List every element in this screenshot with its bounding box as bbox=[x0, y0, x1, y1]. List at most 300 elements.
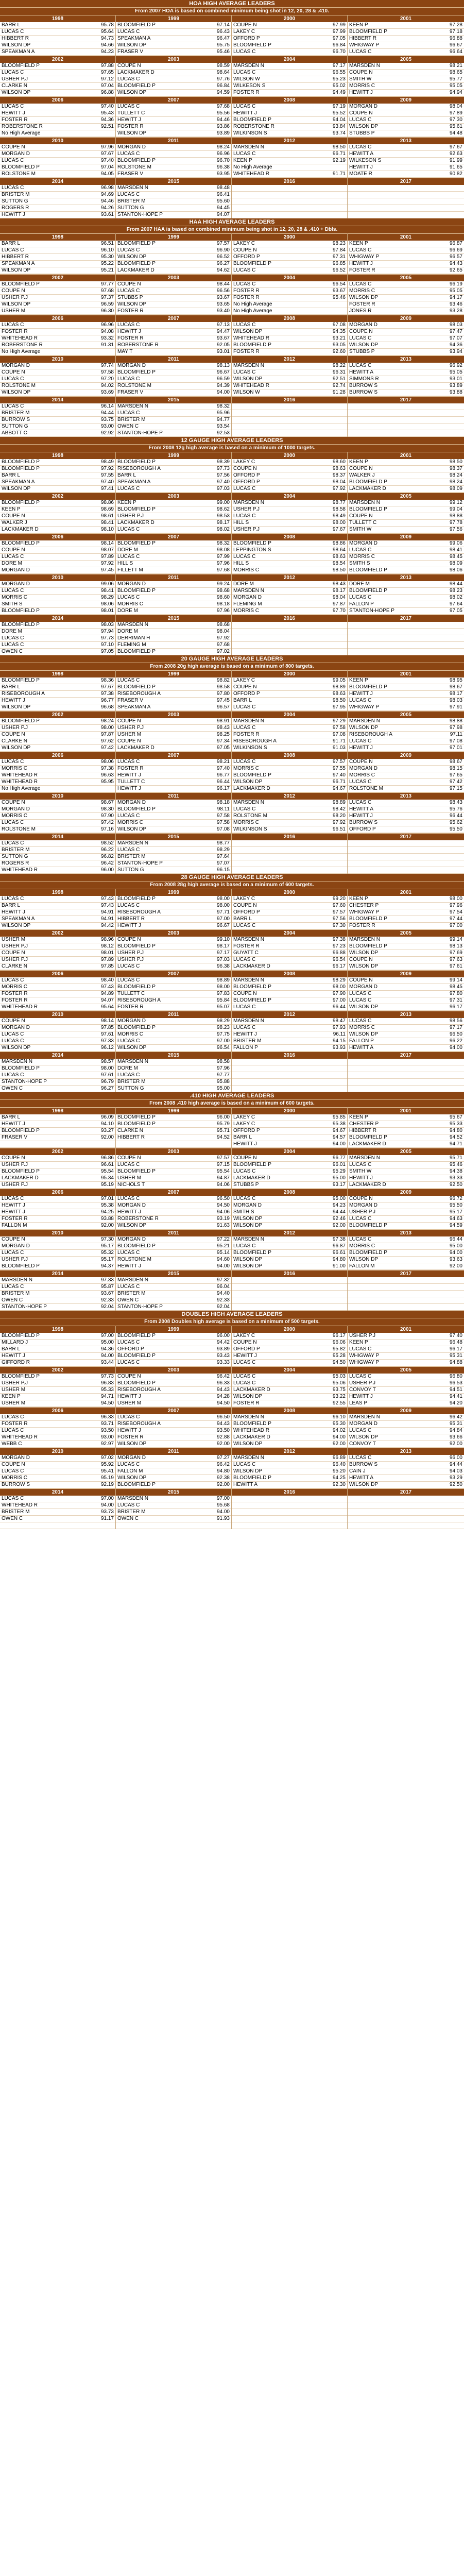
year-header: 2003 bbox=[116, 1366, 231, 1374]
average-value: 99.05 bbox=[332, 677, 346, 683]
leader-entry bbox=[348, 1223, 464, 1229]
average-value: 95.33 bbox=[100, 1387, 114, 1393]
leader-entry bbox=[0, 963, 115, 970]
leader-entry bbox=[348, 984, 464, 991]
shooter-name: BARR L bbox=[2, 903, 21, 908]
leader-entry bbox=[232, 90, 347, 96]
year-header: 2012 bbox=[232, 792, 347, 800]
average-value: 97.04 bbox=[100, 83, 114, 89]
year-block bbox=[116, 615, 232, 655]
shooter-name: ROLSTONE M bbox=[2, 171, 36, 177]
year-header: 2008 bbox=[232, 1189, 347, 1196]
shooter-name: LUCAS C bbox=[2, 104, 24, 109]
leader-entry bbox=[348, 1086, 464, 1092]
average-value: 97.37 bbox=[100, 295, 114, 300]
year-header: 2012 bbox=[232, 137, 347, 144]
average-value: 94.52 bbox=[449, 1134, 462, 1140]
leader-entry bbox=[348, 1522, 464, 1529]
leader-entry bbox=[0, 1128, 115, 1134]
shooter-name: WILSON DP bbox=[349, 295, 379, 300]
year-row bbox=[0, 1366, 464, 1407]
leader-entry bbox=[0, 76, 115, 83]
year-header: 1998 bbox=[0, 1326, 115, 1333]
leader-entry bbox=[0, 1509, 115, 1516]
shooter-name: MORRIS C bbox=[2, 595, 27, 600]
shooter-name: BLOOMFIELD P bbox=[117, 649, 156, 654]
leader-entry bbox=[348, 1025, 464, 1031]
year-block bbox=[0, 56, 116, 96]
year-header: 2014 bbox=[0, 1270, 115, 1277]
leader-entry bbox=[232, 684, 347, 691]
average-value: 95.38 bbox=[332, 1121, 346, 1127]
leader-entry bbox=[232, 916, 347, 923]
leader-entry bbox=[0, 1297, 115, 1304]
shooter-name: COUPE N bbox=[2, 732, 25, 737]
leader-entry bbox=[232, 725, 347, 732]
average-value: 97.38 bbox=[332, 937, 346, 942]
leader-entry bbox=[348, 588, 464, 595]
average-value bbox=[436, 1509, 464, 1515]
average-value: 94.63 bbox=[449, 1216, 462, 1222]
shooter-name: ROLSTONE M bbox=[117, 383, 151, 388]
leader-entry bbox=[232, 1175, 347, 1182]
leader-entry bbox=[232, 363, 347, 369]
average-value: 97.08 bbox=[216, 826, 230, 832]
shooter-name: WILSON DP bbox=[349, 963, 379, 969]
shooter-name: FOSTER R bbox=[233, 90, 260, 95]
average-value bbox=[319, 1304, 347, 1310]
year-block bbox=[116, 178, 232, 218]
average-value: 98.50 bbox=[332, 567, 346, 573]
shooter-name: WILSON DP bbox=[117, 42, 147, 48]
year-header: 2013 bbox=[348, 355, 464, 363]
average-value: 97.92 bbox=[332, 486, 346, 492]
shooter-name bbox=[348, 622, 436, 628]
average-value: 94.20 bbox=[449, 1400, 462, 1406]
leader-entry bbox=[348, 70, 464, 76]
leader-entry bbox=[348, 867, 464, 874]
shooter-name: LUCAS C bbox=[117, 595, 140, 600]
average-value: 97.40 bbox=[216, 479, 230, 485]
average-value: 95.31 bbox=[449, 1353, 462, 1359]
leader-entry bbox=[348, 1031, 464, 1038]
average-value: 98.25 bbox=[216, 732, 230, 737]
leader-entry bbox=[116, 430, 231, 437]
average-value: 96.87 bbox=[332, 1243, 346, 1249]
average-value: 97.77 bbox=[100, 281, 114, 287]
average-value: 95.75 bbox=[216, 42, 230, 48]
year-header: 2001 bbox=[348, 452, 464, 459]
shooter-name: LUCAS C bbox=[233, 923, 256, 928]
year-block bbox=[116, 711, 232, 752]
leader-entry bbox=[232, 649, 347, 655]
average-value bbox=[436, 417, 464, 423]
shooter-name: WILSON DP bbox=[2, 301, 31, 307]
year-row bbox=[0, 1052, 464, 1092]
year-block bbox=[232, 670, 348, 711]
section-title: HOA HIGH AVERAGE LEADERS bbox=[0, 0, 464, 7]
shooter-name: HEWITT J bbox=[349, 691, 373, 697]
year-block bbox=[116, 1052, 232, 1092]
shooter-name: MARSDEN N bbox=[233, 144, 265, 150]
average-value: 94.69 bbox=[100, 192, 114, 197]
leader-entry bbox=[116, 308, 231, 315]
average-value: 97.56 bbox=[332, 916, 346, 922]
average-value: 93.21 bbox=[332, 335, 346, 341]
leader-entry bbox=[232, 1128, 347, 1134]
shooter-name: HEWITT J bbox=[117, 923, 141, 928]
leader-entry bbox=[348, 629, 464, 635]
average-value: 96.61 bbox=[100, 1162, 114, 1167]
leader-entry bbox=[0, 745, 115, 752]
average-value: 97.89 bbox=[449, 110, 462, 116]
shooter-name: LUCAS C bbox=[233, 725, 256, 731]
shooter-name: LUCAS C bbox=[2, 247, 24, 253]
average-value: 98.24 bbox=[449, 472, 462, 478]
shooter-name: OWEN C bbox=[2, 1297, 23, 1303]
leader-entry bbox=[0, 698, 115, 704]
leader-entry bbox=[116, 288, 231, 295]
leader-entry bbox=[0, 29, 115, 36]
shooter-name: WHITEHEAD R bbox=[2, 1502, 38, 1508]
average-value: 94.84 bbox=[449, 1428, 462, 1433]
leader-entry bbox=[348, 977, 464, 984]
leader-entry bbox=[116, 957, 231, 963]
average-value: 94.05 bbox=[100, 171, 114, 177]
year-header: 2002 bbox=[0, 493, 115, 500]
average-value: 97.02 bbox=[100, 1455, 114, 1461]
average-value bbox=[319, 403, 347, 410]
leader-entry bbox=[0, 691, 115, 698]
leader-entry bbox=[116, 301, 231, 308]
shooter-name: LAKEY C bbox=[233, 1121, 255, 1127]
leader-entry bbox=[348, 1496, 464, 1502]
average-value bbox=[319, 212, 347, 218]
average-value: 98.02 bbox=[449, 595, 462, 600]
average-value: 97.89 bbox=[100, 554, 114, 560]
average-value: 94.67 bbox=[332, 786, 346, 791]
average-value: 92.19 bbox=[100, 1482, 114, 1487]
year-header: 2014 bbox=[0, 178, 115, 185]
leader-entry bbox=[116, 506, 231, 513]
shooter-name bbox=[348, 212, 436, 218]
shooter-name: LUCAS C bbox=[117, 288, 140, 294]
average-value: 97.99 bbox=[332, 29, 346, 35]
average-value: 95.21 bbox=[216, 1243, 230, 1249]
leader-entry bbox=[0, 1394, 115, 1400]
average-value: 97.92 bbox=[216, 635, 230, 641]
average-value: 98.32 bbox=[216, 540, 230, 546]
average-value: 97.43 bbox=[100, 896, 114, 902]
year-block bbox=[232, 315, 348, 355]
average-value: 97.73 bbox=[100, 1374, 114, 1379]
year-block bbox=[116, 889, 232, 929]
average-value: 96.77 bbox=[100, 698, 114, 703]
year-block bbox=[116, 233, 232, 274]
average-value: 94.91 bbox=[100, 916, 114, 922]
leader-entry bbox=[0, 500, 115, 506]
shooter-name: SUTTON G bbox=[117, 1086, 144, 1091]
shooter-name: MARSDEN N bbox=[233, 1236, 265, 1242]
average-value: 95.22 bbox=[100, 261, 114, 266]
leader-entry bbox=[232, 417, 347, 423]
average-value: 91.00 bbox=[332, 1263, 346, 1269]
average-value: 94.80 bbox=[449, 1128, 462, 1133]
average-value: 91.71 bbox=[332, 738, 346, 744]
leader-entry bbox=[116, 247, 231, 254]
shooter-name bbox=[116, 1141, 203, 1147]
leader-entry bbox=[116, 1482, 231, 1488]
leader-entry bbox=[0, 923, 115, 929]
average-value: 96.17 bbox=[216, 786, 230, 791]
leader-entry bbox=[0, 718, 115, 725]
leader-entry bbox=[0, 185, 115, 192]
leader-entry bbox=[348, 732, 464, 738]
leader-entry bbox=[0, 171, 115, 178]
average-value: 95.00 bbox=[216, 1086, 230, 1091]
average-value: 93.75 bbox=[100, 417, 114, 422]
shooter-name: BLOOMFIELD P bbox=[117, 158, 156, 163]
leader-entry bbox=[232, 806, 347, 813]
shooter-name: LUCAS C bbox=[349, 595, 372, 600]
average-value: 98.18 bbox=[216, 601, 230, 607]
year-header: 2009 bbox=[348, 1407, 464, 1414]
leader-entry bbox=[0, 130, 115, 137]
shooter-name: MORRIS C bbox=[233, 766, 259, 771]
section-title: HAA HIGH AVERAGE LEADERS bbox=[0, 218, 464, 226]
average-value: 98.43 bbox=[216, 725, 230, 731]
leader-entry bbox=[232, 1243, 347, 1250]
year-block bbox=[232, 396, 348, 437]
shooter-name: BLOOMFIELD P bbox=[117, 1353, 156, 1359]
shooter-name: BLOOMFIELD P bbox=[233, 342, 271, 348]
shooter-name: MORRIS C bbox=[2, 984, 27, 990]
leader-entry bbox=[232, 261, 347, 267]
shooter-name: WHIGWAY P bbox=[349, 254, 380, 260]
shooter-name: LUCAS C bbox=[233, 513, 256, 519]
shooter-name: BARR L bbox=[2, 472, 21, 478]
average-value: 98.67 bbox=[100, 800, 114, 805]
leader-entry bbox=[116, 826, 231, 833]
average-value: 95.34 bbox=[100, 1175, 114, 1181]
average-value: 93.94 bbox=[449, 349, 462, 354]
average-value: 96.27 bbox=[100, 1086, 114, 1091]
leader-entry bbox=[232, 1168, 347, 1175]
average-value bbox=[436, 860, 464, 867]
leader-entry bbox=[116, 1128, 231, 1134]
leader-entry bbox=[348, 1236, 464, 1243]
shooter-name: FOSTER R bbox=[117, 124, 144, 129]
leader-entry bbox=[232, 500, 347, 506]
leader-entry bbox=[116, 1455, 231, 1462]
leader-entry bbox=[116, 1297, 231, 1304]
shooter-name: WILSON DP bbox=[349, 1031, 379, 1037]
shooter-name: HEWITT J bbox=[349, 261, 373, 266]
shooter-name: HEWITT J bbox=[117, 786, 141, 791]
shooter-name: FOSTER R bbox=[233, 732, 260, 737]
average-value: 92.63 bbox=[449, 151, 462, 157]
average-value bbox=[436, 1496, 464, 1502]
average-value: 96.44 bbox=[449, 1236, 462, 1242]
leader-entry bbox=[232, 635, 347, 642]
average-value: 96.38 bbox=[216, 164, 230, 170]
average-value: 96.79 bbox=[100, 1079, 114, 1084]
leader-entry bbox=[0, 1360, 115, 1366]
average-value: 91.03 bbox=[332, 745, 346, 751]
average-value: 98.17 bbox=[216, 520, 230, 526]
leader-entry bbox=[0, 267, 115, 274]
average-value: 93.50 bbox=[100, 1428, 114, 1433]
leader-entry bbox=[232, 192, 347, 198]
average-value: 96.50 bbox=[449, 1031, 462, 1037]
year-block bbox=[116, 1448, 232, 1488]
year-header: 2011 bbox=[116, 137, 231, 144]
year-block bbox=[116, 1011, 232, 1052]
shooter-name: BLOOMFIELD P bbox=[117, 1121, 156, 1127]
leader-entry bbox=[348, 1134, 464, 1141]
leader-entry bbox=[232, 1182, 347, 1189]
year-block bbox=[348, 929, 464, 970]
shooter-name: LUCAS C bbox=[233, 151, 256, 157]
year-header: 2003 bbox=[116, 493, 231, 500]
average-value: 96.67 bbox=[216, 923, 230, 928]
average-value: 92.04 bbox=[100, 1304, 114, 1310]
shooter-name bbox=[232, 649, 319, 655]
leader-entry bbox=[116, 581, 231, 588]
average-value: 96.90 bbox=[216, 247, 230, 253]
year-header: 2000 bbox=[232, 670, 347, 677]
leader-entry bbox=[116, 1079, 231, 1086]
leader-entry bbox=[0, 1243, 115, 1250]
shooter-name: USHER P.J bbox=[2, 1182, 28, 1188]
shooter-name: WILSON DP bbox=[349, 1434, 379, 1440]
year-row bbox=[0, 1189, 464, 1229]
average-value: 97.14 bbox=[216, 22, 230, 28]
year-block bbox=[348, 315, 464, 355]
shooter-name: HEWITT J bbox=[2, 698, 25, 703]
average-value: 93.32 bbox=[100, 335, 114, 341]
shooter-name: HEWITT J bbox=[349, 90, 373, 95]
leader-entry bbox=[0, 104, 115, 110]
leader-entry bbox=[348, 1394, 464, 1400]
leader-section bbox=[0, 0, 464, 218]
year-block bbox=[348, 615, 464, 655]
shooter-name: BLOOMFIELD P bbox=[349, 1134, 387, 1140]
shooter-name: WHITEHEAD R bbox=[233, 335, 269, 341]
year-header: 1999 bbox=[116, 889, 231, 896]
average-value: 95.50 bbox=[449, 826, 462, 832]
year-header: 2017 bbox=[348, 396, 464, 403]
leader-entry bbox=[0, 635, 115, 642]
shooter-name: STANTON-HOPE P bbox=[117, 860, 163, 866]
year-row bbox=[0, 929, 464, 970]
leader-entry bbox=[0, 943, 115, 950]
shooter-name: BLOOMFIELD P bbox=[349, 567, 387, 573]
average-value: 94.25 bbox=[332, 1475, 346, 1481]
year-header: 2002 bbox=[0, 711, 115, 718]
average-value bbox=[319, 192, 347, 198]
shooter-name: MARSDEN N bbox=[117, 622, 149, 628]
year-block bbox=[348, 1366, 464, 1407]
year-block bbox=[232, 1407, 348, 1448]
leader-entry bbox=[232, 601, 347, 608]
leader-entry bbox=[116, 1333, 231, 1340]
average-value bbox=[436, 205, 464, 211]
shooter-name bbox=[232, 198, 319, 205]
shooter-name: USHER M bbox=[117, 1175, 142, 1181]
year-block bbox=[348, 1148, 464, 1189]
leader-entry bbox=[116, 63, 231, 70]
leader-entry bbox=[0, 1175, 115, 1182]
leader-entry bbox=[116, 786, 231, 792]
average-value: 97.20 bbox=[100, 376, 114, 382]
average-value: 94.87 bbox=[216, 1175, 230, 1181]
leader-entry bbox=[116, 691, 231, 698]
leader-entry bbox=[348, 759, 464, 766]
shooter-name: STANTON-HOPE P bbox=[117, 430, 163, 436]
average-value bbox=[203, 1141, 231, 1147]
year-row bbox=[0, 833, 464, 874]
shooter-name: WILSON DP bbox=[117, 826, 147, 832]
average-value: 97.31 bbox=[449, 997, 462, 1003]
leader-entry bbox=[0, 486, 115, 493]
shooter-name: No High Average bbox=[2, 786, 41, 791]
year-block bbox=[116, 1366, 232, 1407]
shooter-name: WILSON DP bbox=[2, 90, 31, 95]
leader-entry bbox=[348, 772, 464, 779]
average-value: 99.04 bbox=[449, 506, 462, 512]
average-value bbox=[319, 1291, 347, 1297]
shooter-name: RISEBOROUGH A bbox=[2, 691, 45, 697]
shooter-name: MARSDEN N bbox=[233, 363, 265, 368]
average-value: 98.04 bbox=[332, 479, 346, 485]
leader-entry bbox=[116, 205, 231, 212]
average-value: 97.08 bbox=[332, 322, 346, 328]
shooter-name: LUCAS C bbox=[233, 70, 256, 75]
shooter-name: STANTON-HOPE P bbox=[117, 1304, 163, 1310]
leader-entry bbox=[232, 629, 347, 635]
leader-entry bbox=[0, 349, 115, 355]
shooter-name bbox=[348, 185, 436, 191]
shooter-name: FLEMING M bbox=[117, 642, 146, 648]
leader-entry bbox=[348, 813, 464, 820]
shooter-name: LUCAS C bbox=[117, 29, 140, 35]
average-value: 96.55 bbox=[332, 70, 346, 75]
leader-entry bbox=[0, 561, 115, 567]
leader-entry bbox=[116, 1284, 231, 1291]
shooter-name: WILKINSON S bbox=[233, 826, 267, 832]
shooter-name: LUCAS C bbox=[233, 1243, 256, 1249]
average-value bbox=[319, 1496, 347, 1502]
shooter-name: MARSDEN N bbox=[117, 1277, 149, 1283]
year-header: 2003 bbox=[116, 274, 231, 281]
shooter-name bbox=[348, 1072, 436, 1078]
leader-entry bbox=[116, 158, 231, 164]
shooter-name: MARSDEN N bbox=[233, 63, 265, 69]
average-value: 97.23 bbox=[332, 943, 346, 949]
average-value: 96.88 bbox=[332, 950, 346, 956]
shooter-name: LUCAS C bbox=[349, 1236, 372, 1242]
average-value: 93.71 bbox=[100, 1421, 114, 1427]
average-value: 98.09 bbox=[449, 486, 462, 492]
shooter-name: LUCAS C bbox=[2, 977, 24, 983]
year-block bbox=[116, 1407, 232, 1448]
shooter-name: STUBBS P bbox=[349, 130, 375, 136]
shooter-name: FOSTER R bbox=[117, 1004, 144, 1010]
leader-entry bbox=[116, 1380, 231, 1387]
shooter-name: FALLON P bbox=[233, 1045, 258, 1050]
shooter-name: WHITEHEAD R bbox=[2, 772, 38, 778]
